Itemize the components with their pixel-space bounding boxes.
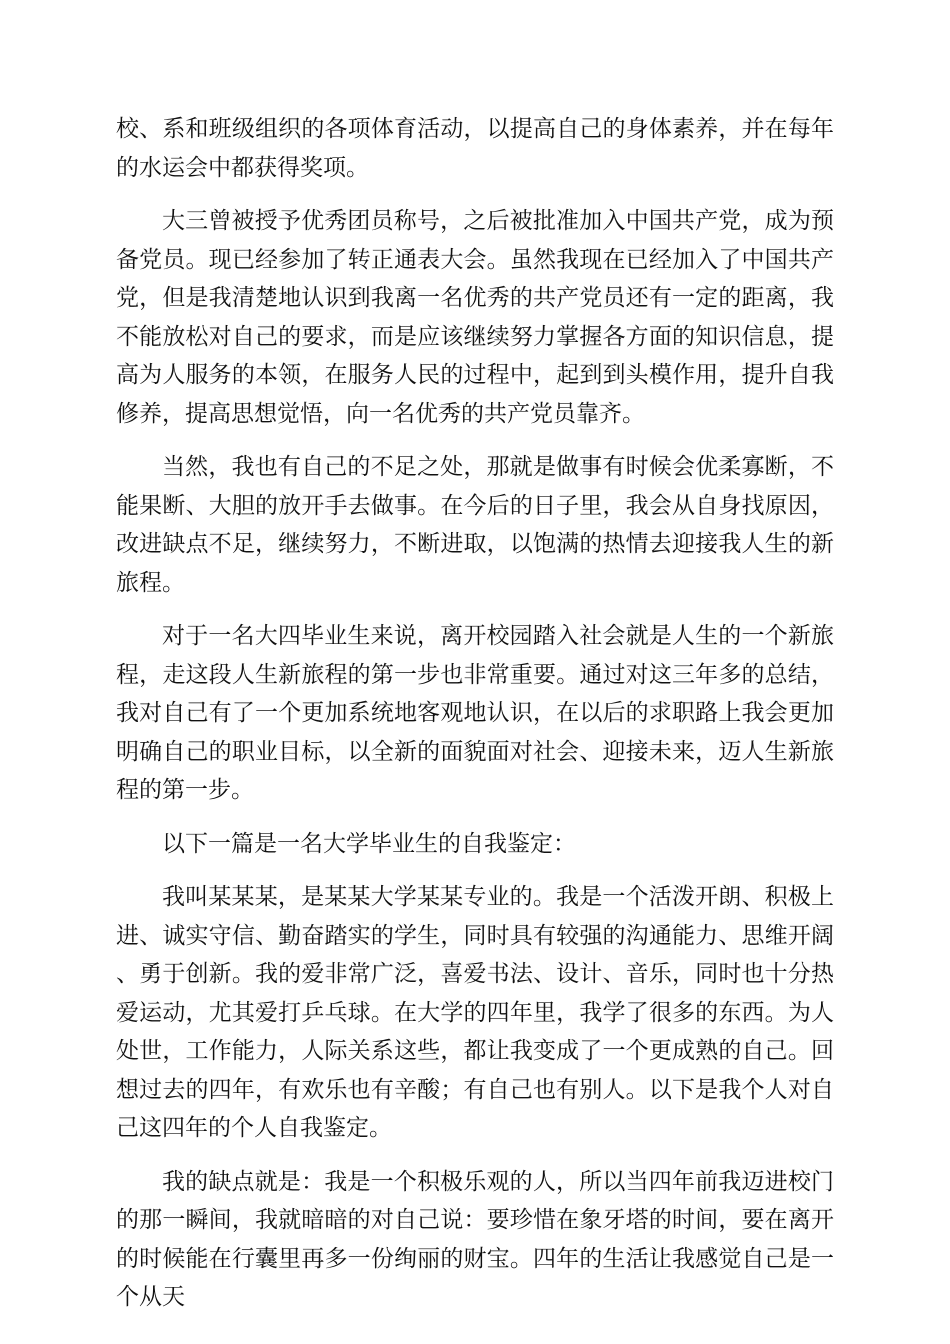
paragraph-intro-next: 以下一篇是一名大学毕业生的自我鉴定： <box>162 830 576 857</box>
paragraph-graduation: 对于一名大四毕业生来说，离开校园踏入社会就是人生的一个新旅程，走这段人生新旅程的第一步也非常重要。通过对这三年多的总结，我对自己有了一个更加系统地客观地认识，在以后的求职路上我会更加明确自己的职业目标，以全新的面貌面对社会、迎接未来，迈人生新旅程的第一步。 <box>116 623 834 803</box>
paragraph-weakness: 我的缺点就是：我是一个积极乐观的人，所以当四年前我迈进校门的那一瞬间，我就暗暗的对自己说：要珍惜在象牙塔的时间，要在离开的时候能在行囊里再多一份绚丽的财宝。四年的生活让我感觉自己是一个从天 <box>116 1168 834 1310</box>
paragraph-party-membership: 大三曾被授予优秀团员称号，之后被批准加入中国共产党，成为预备党员。现已经参加了转正通表大会。虽然我现在已经加入了中国共产党，但是我清楚地认识到我离一名优秀的共产党员还有一定的距离，我不能放松对自己的要求，而是应该继续努力掌握各方面的知识信息，提高为人服务的本领，在服务人民的过程中，起到到头模作用，提升自我修养，提高思想觉悟，向一名优秀的共产党员靠齐。 <box>116 208 834 427</box>
paragraph-sports: 校、系和班级组织的各项体育活动，以提高自己的身体素养，并在每年的水运会中都获得奖项。 <box>116 116 834 181</box>
document-page <box>116 110 834 1332</box>
paragraph-shortcomings: 当然，我也有自己的不足之处，那就是做事有时候会优柔寡断，不能果断、大胆的放开手去做事。在今后的日子里，我会从自身找原因，改进缺点不足，继续努力，不断进取，以饱满的热情去迎接我人生的新旅程。 <box>116 454 834 596</box>
paragraph-self-introduction: 我叫某某某，是某某大学某某专业的。我是一个活泼开朗、积极上进、诚实守信、勤奋踏实的学生，同时具有较强的沟通能力、思维开阔、勇于创新。我的爱非常广泛，喜爱书法、设计、音乐，同时也十分热爱运动，尤其爱打乒乓球。在大学的四年里，我学了很多的东西。为人处世，工作能力，人际关系这些，都让我变成了一个更成熟的自己。回想过去的四年，有欢乐也有辛酸；有自己也有别人。以下是我个人对自己这四年的个人自我鉴定。 <box>116 884 834 1141</box>
